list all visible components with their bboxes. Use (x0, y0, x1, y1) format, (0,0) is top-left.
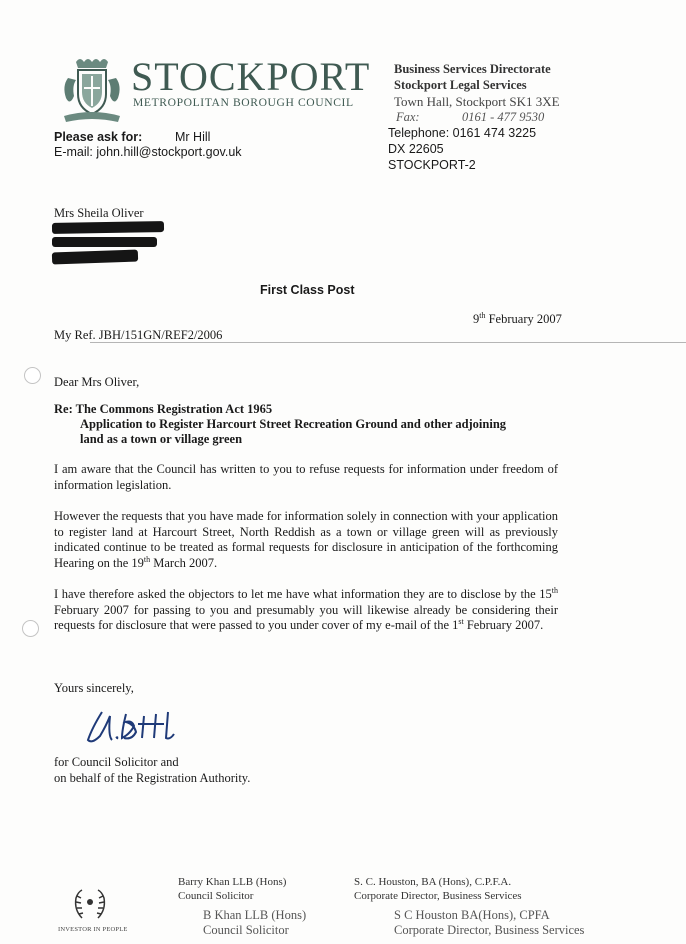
body-paragraph: However the requests that you have made for information solely in connection with your application to register land at Harcourt Street, North Reddish as a town or village green will as previously indicated continue to be treated as formal requests for disclosure in anticipation of the forthcoming Hearing on the 19th March 2007. (54, 509, 558, 570)
body-paragraph: I am aware that the Council has written to you to refuse requests for information under freedom of information legislation. (54, 462, 558, 492)
subject-line: land as a town or village green (80, 432, 243, 446)
ask-for-name: Mr Hill (175, 130, 211, 144)
body-paragraph: I have therefore asked the objectors to let me have what information they are to disclose by the 15th February 2007 for passing to you and presumably you will likewise already be considering their requests for disclosure that were passed to you under cover of my e-mail of the 1st February 2007. (54, 585, 558, 632)
closing: Yours sincerely, (54, 681, 134, 695)
directorate: Business Services Directorate (394, 62, 551, 76)
footer-left-title-small: Council Solicitor (178, 890, 254, 902)
footer-right-title-small: Corporate Director, Business Services (354, 890, 522, 902)
signatory-line: on behalf of the Registration Authority. (54, 771, 251, 785)
footer-right-name: S C Houston BA(Hons), CPFA (394, 908, 550, 922)
delivery-method: First Class Post (260, 283, 355, 297)
redacted-address-line (52, 250, 138, 265)
redacted-address-line (52, 237, 157, 247)
ask-for-label: Please ask for: (54, 130, 143, 144)
subject-line: Re: The Commons Registration Act 1965 (54, 402, 273, 416)
investor-in-people-icon (70, 884, 110, 924)
punch-hole (22, 620, 39, 637)
dx-number: DX 22605 (388, 142, 444, 156)
recipient-name: Mrs Sheila Oliver (54, 206, 144, 220)
council-name: STOCKPORT (131, 54, 371, 99)
salutation: Dear Mrs Oliver, (54, 375, 140, 389)
investor-in-people-label: INVESTOR IN PEOPLE (58, 926, 128, 933)
footer-right-title: Corporate Director, Business Services (394, 923, 585, 937)
reference: My Ref. JBH/151GN/REF2/2006 (54, 328, 223, 342)
redacted-address-line (52, 221, 164, 234)
letter-date: 9th February 2007 (473, 310, 562, 326)
footer-left-name-small: Barry Khan LLB (Hons) (178, 876, 287, 888)
punch-hole (24, 367, 41, 384)
signatory-line: for Council Solicitor and (54, 755, 179, 769)
handwritten-signature (82, 706, 177, 748)
contact-email: E-mail: john.hill@stockport.gov.uk (54, 145, 242, 159)
fax-number: 0161 - 477 9530 (462, 110, 545, 124)
fax-label: Fax: (396, 110, 420, 124)
council-subtitle: METROPOLITAN BOROUGH COUNCIL (133, 96, 354, 109)
dx-exchange: STOCKPORT-2 (388, 158, 476, 172)
service-name: Stockport Legal Services (394, 78, 527, 92)
office-address: Town Hall, Stockport SK1 3XE (394, 94, 560, 109)
footer-left-name: B Khan LLB (Hons) (203, 908, 307, 922)
footer-right-name-small: S. C. Houston, BA (Hons), C.P.F.A. (354, 876, 512, 888)
subject-line: Application to Register Harcourt Street Recreation Ground and other adjoining (80, 417, 507, 431)
telephone: Telephone: 0161 474 3225 (388, 126, 537, 140)
footer-left-title: Council Solicitor (203, 923, 289, 937)
council-crest-icon (58, 56, 126, 124)
